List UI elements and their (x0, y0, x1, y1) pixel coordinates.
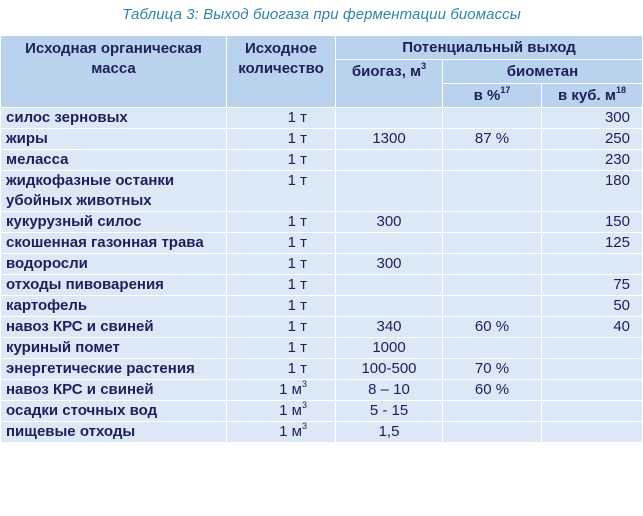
header-biogas-label: биогаз, м (351, 63, 422, 80)
cell-qty-value: 1 м (279, 402, 302, 419)
cell-pct-value: 60 % (474, 381, 510, 398)
cell-pct (443, 317, 542, 338)
cell-pct (443, 254, 542, 275)
table-body (1, 108, 643, 443)
cell-mass-value: энергетические растения (6, 360, 195, 377)
table-row (1, 233, 643, 254)
cell-qty-sup: 3 (301, 421, 307, 431)
cell-pct-value: 87 % (474, 130, 510, 147)
cell-qty-value: 1 т (287, 297, 307, 314)
cell-qty (227, 401, 336, 422)
cell-qty (227, 129, 336, 150)
cell-qty-sup: 3 (301, 379, 307, 389)
cell-cub-value: 75 (613, 276, 630, 293)
cell-pct (443, 380, 542, 401)
cell-qty (227, 171, 336, 212)
cell-cub-value: 150 (604, 213, 630, 230)
cell-mass-value: пищевые отходы (6, 423, 136, 440)
cell-biogas (336, 338, 443, 359)
cell-pct (443, 422, 542, 443)
cell-mass-value: навоз КРС и свиней (6, 318, 154, 335)
cell-mass (1, 401, 227, 422)
cell-qty-sup: 3 (301, 400, 307, 410)
cell-qty-value: 1 т (287, 130, 307, 147)
cell-qty (227, 254, 336, 275)
cell-cub-value: 50 (613, 297, 630, 314)
table-row (1, 401, 643, 422)
biogas-yield-table (0, 35, 643, 443)
cell-cub (542, 108, 643, 129)
header-mass-label: Исходная органическая масса (25, 40, 202, 77)
table-row (1, 359, 643, 380)
cell-mass (1, 212, 227, 233)
cell-qty-value: 1 м (279, 423, 302, 440)
cell-qty (227, 317, 336, 338)
cell-mass-value: картофель (6, 297, 88, 314)
cell-pct (443, 233, 542, 254)
cell-cub (542, 317, 643, 338)
cell-mass-value: водоросли (6, 255, 88, 272)
header-qty-label: Исходное количество (238, 40, 324, 77)
cell-qty-value: 1 т (287, 172, 307, 189)
cell-mass-value: скошенная газонная трава (6, 234, 204, 251)
cell-mass (1, 275, 227, 296)
cell-cub (542, 254, 643, 275)
cell-mass (1, 129, 227, 150)
cell-mass-value: осадки сточных вод (6, 402, 158, 419)
cell-cub (542, 212, 643, 233)
cell-mass (1, 296, 227, 317)
header-pct-label: в % (473, 87, 501, 104)
header-biogas (336, 60, 443, 108)
cell-qty (227, 233, 336, 254)
cell-mass-value: меласса (6, 151, 69, 168)
header-cub (542, 84, 643, 108)
header-cub-sup: 18 (615, 85, 626, 95)
header-biomethane-label: биометан (506, 63, 579, 80)
cell-biogas (336, 254, 443, 275)
cell-cub-value: 230 (604, 151, 630, 168)
cell-qty-value: 1 т (287, 109, 307, 126)
table-row (1, 422, 643, 443)
table-header (1, 36, 643, 108)
cell-qty (227, 422, 336, 443)
cell-biogas (336, 171, 443, 212)
table-caption: Таблица 3: Выход биогаза при ферментации биомассы (122, 6, 521, 23)
cell-mass (1, 338, 227, 359)
cell-pct-value: 60 % (474, 318, 510, 335)
cell-biogas (336, 422, 443, 443)
cell-cub (542, 401, 643, 422)
cell-pct (443, 296, 542, 317)
cell-mass-value: жидкофазные останки убойных животных (6, 172, 175, 209)
cell-cub-value: 125 (604, 234, 630, 251)
cell-cub (542, 422, 643, 443)
cell-biogas-value: 1,5 (378, 423, 400, 440)
table-row (1, 296, 643, 317)
header-mass (1, 36, 227, 108)
cell-qty-value: 1 м (279, 381, 302, 398)
header-potential (336, 36, 643, 60)
cell-biogas-value: 100-500 (361, 360, 417, 377)
header-potential-label: Потенциальный выход (402, 39, 576, 56)
table-row (1, 129, 643, 150)
cell-biogas-value: 340 (376, 318, 402, 335)
cell-mass (1, 171, 227, 212)
table-row (1, 150, 643, 171)
cell-biogas (336, 380, 443, 401)
cell-mass (1, 359, 227, 380)
cell-biogas (336, 233, 443, 254)
cell-cub-value: 180 (604, 172, 630, 189)
cell-mass-value: кукурузный силос (6, 213, 142, 230)
header-pct-sup: 17 (500, 85, 511, 95)
cell-mass (1, 150, 227, 171)
cell-cub (542, 233, 643, 254)
header-biogas-sup: 3 (421, 61, 427, 71)
cell-pct (443, 212, 542, 233)
cell-cub (542, 359, 643, 380)
table-row (1, 275, 643, 296)
cell-qty-value: 1 т (287, 339, 307, 356)
cell-biogas-value: 5 - 15 (369, 402, 409, 419)
cell-cub (542, 296, 643, 317)
cell-cub (542, 129, 643, 150)
table-row (1, 171, 643, 212)
cell-mass (1, 233, 227, 254)
table-row (1, 254, 643, 275)
cell-mass (1, 317, 227, 338)
cell-pct (443, 275, 542, 296)
cell-mass (1, 422, 227, 443)
cell-cub (542, 171, 643, 212)
cell-mass-value: жиры (6, 130, 48, 147)
table-row (1, 212, 643, 233)
cell-qty (227, 150, 336, 171)
cell-pct (443, 338, 542, 359)
header-biomethane (443, 60, 643, 84)
cell-biogas (336, 129, 443, 150)
cell-qty-value: 1 т (287, 318, 307, 335)
header-pct (443, 84, 542, 108)
cell-pct (443, 359, 542, 380)
cell-pct (443, 129, 542, 150)
cell-qty-value: 1 т (287, 255, 307, 272)
cell-cub (542, 338, 643, 359)
cell-qty (227, 338, 336, 359)
table-row (1, 317, 643, 338)
cell-mass-value: отходы пивоварения (6, 276, 164, 293)
cell-cub-value: 250 (604, 130, 630, 147)
cell-qty (227, 108, 336, 129)
cell-qty (227, 212, 336, 233)
cell-cub-value: 40 (613, 318, 630, 335)
cell-qty-value: 1 т (287, 276, 307, 293)
cell-biogas-value: 300 (376, 255, 402, 272)
cell-biogas (336, 296, 443, 317)
table-row (1, 108, 643, 129)
cell-mass (1, 254, 227, 275)
cell-mass-value: куриный помет (6, 339, 120, 356)
cell-pct (443, 171, 542, 212)
cell-qty (227, 275, 336, 296)
cell-biogas (336, 108, 443, 129)
cell-qty (227, 380, 336, 401)
cell-qty-value: 1 т (287, 360, 307, 377)
cell-biogas-value: 1000 (372, 339, 406, 356)
table-row (1, 380, 643, 401)
cell-qty (227, 359, 336, 380)
cell-biogas (336, 212, 443, 233)
cell-biogas-value: 1300 (372, 130, 406, 147)
cell-cub (542, 275, 643, 296)
cell-pct (443, 150, 542, 171)
cell-biogas-value: 300 (376, 213, 402, 230)
cell-biogas (336, 317, 443, 338)
cell-mass (1, 380, 227, 401)
cell-pct (443, 401, 542, 422)
cell-qty-value: 1 т (287, 151, 307, 168)
cell-biogas (336, 359, 443, 380)
cell-mass-value: силос зерновых (6, 109, 128, 126)
cell-mass-value: навоз КРС и свиней (6, 381, 154, 398)
cell-cub (542, 150, 643, 171)
cell-mass (1, 108, 227, 129)
cell-pct-value: 70 % (474, 360, 510, 377)
cell-biogas (336, 150, 443, 171)
cell-qty (227, 296, 336, 317)
cell-cub (542, 380, 643, 401)
cell-pct (443, 108, 542, 129)
cell-biogas-value: 8 – 10 (368, 381, 410, 398)
cell-qty-value: 1 т (287, 234, 307, 251)
cell-cub-value: 300 (604, 109, 630, 126)
cell-qty-value: 1 т (287, 213, 307, 230)
header-qty (227, 36, 336, 108)
table-row (1, 338, 643, 359)
header-cub-label: в куб. м (558, 87, 616, 104)
cell-biogas (336, 275, 443, 296)
cell-biogas (336, 401, 443, 422)
